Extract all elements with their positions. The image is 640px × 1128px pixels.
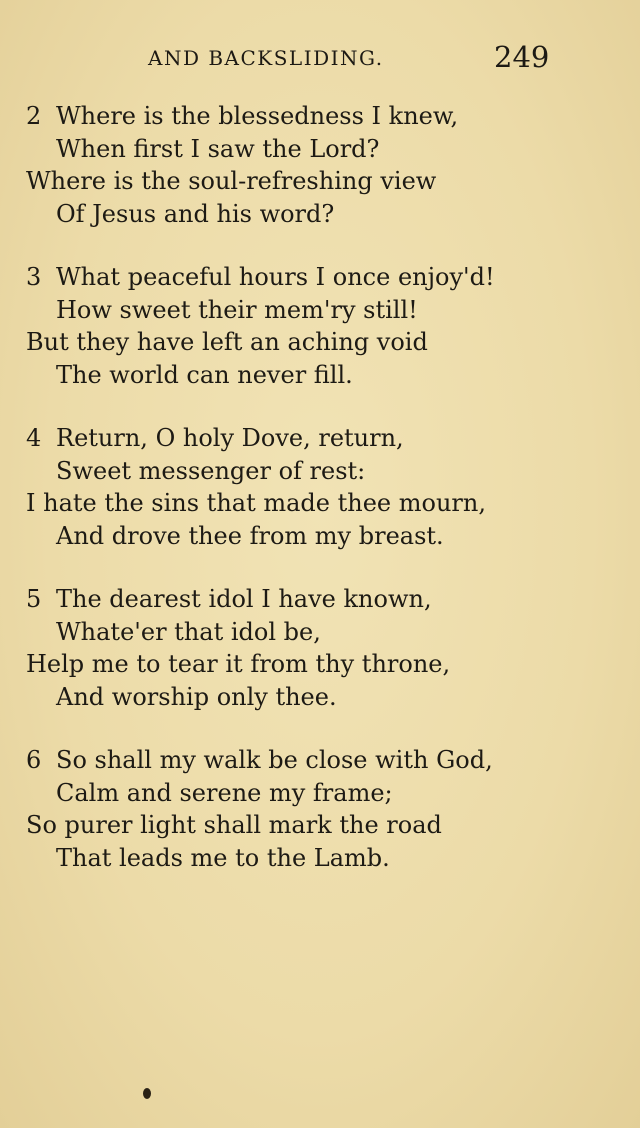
stanza-line: And worship only thee. [56,682,337,711]
stanza-4 [0,422,640,552]
stanza-3 [0,261,640,391]
line-text: The dearest idol I have known, [56,585,432,613]
stanza-number: 6 [26,746,42,774]
stanza-line: Sweet messenger of rest: [56,456,366,485]
hymn-text [0,100,640,905]
stanza-line: And drove thee from my breast. [56,521,444,550]
stanza-line: How sweet their mem'ry still! [56,295,418,324]
stanza-2 [0,100,640,230]
stanza-line [0,744,640,777]
stanza-line [0,422,640,455]
line-text: What peaceful hours I once enjoy'd! [56,263,495,291]
stanza-line: I hate the sins that made thee mourn, [26,489,486,517]
line-text: Return, O holy Dove, return, [56,424,404,452]
stanza-line [0,583,640,616]
line-text: So shall my walk be close with God, [56,746,493,774]
stanza-line: Calm and serene my frame; [56,778,393,807]
stanza-line [0,100,640,133]
stanza-line: The world can never fill. [56,360,353,389]
stanza-line: That leads me to the Lamb. [56,843,390,872]
running-title: AND BACKSLIDING. [148,46,384,70]
stanza-line: Whate'er that idol be, [56,617,321,646]
line-text: Where is the blessedness I knew, [56,102,459,130]
stanza-line [0,261,640,294]
stanza-line: But they have left an aching void [26,328,428,356]
stanza-line: Of Jesus and his word? [56,199,335,228]
ink-speck [143,1088,151,1099]
stanza-5 [0,583,640,713]
stanza-number: 5 [26,585,42,613]
page-header [0,40,640,80]
stanza-6 [0,744,640,874]
stanza-line: Help me to tear it from thy throne, [26,650,451,678]
stanza-number: 2 [26,102,42,130]
stanza-number: 3 [26,263,42,291]
stanza-line: Where is the soul-refreshing view [26,167,437,195]
stanza-number: 4 [26,424,42,452]
stanza-line: When first I saw the Lord? [56,134,380,163]
stanza-line: So purer light shall mark the road [26,811,442,839]
page-number: 249 [494,40,550,74]
